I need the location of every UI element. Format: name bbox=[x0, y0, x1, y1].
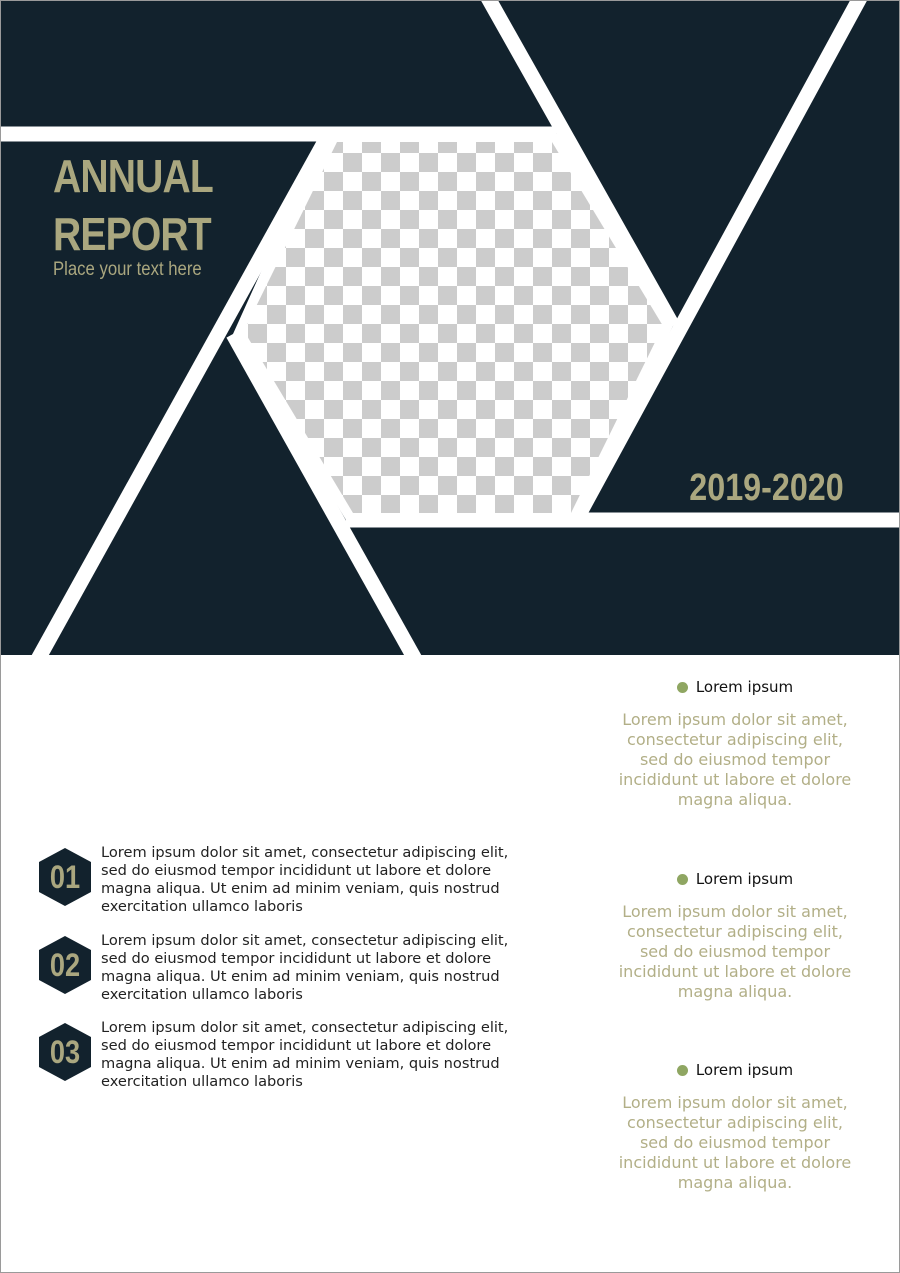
bullet-dot-icon bbox=[677, 874, 688, 885]
numbered-item bbox=[39, 932, 509, 1012]
item-text: Lorem ipsum dolor sit amet, consectetur adipiscing elit, sed do eiusmod tempor incididunt ut labore et dolore magna aliqua. Ut enim ad minim veniam, quis nostrud exercitation ullamco laboris bbox=[101, 932, 509, 1003]
side-heading: Lorem ipsum bbox=[695, 1061, 794, 1079]
numbered-item bbox=[39, 1019, 509, 1099]
cover-graphic bbox=[1, 1, 899, 655]
side-block bbox=[613, 678, 857, 810]
side-text: Lorem ipsum dolor sit amet, consectetur adipiscing elit, sed do eiusmod tempor incididunt ut labore et dolore magna aliqua. bbox=[618, 902, 852, 1001]
item-text: Lorem ipsum dolor sit amet, consectetur adipiscing elit, sed do eiusmod tempor incididunt ut labore et dolore magna aliqua. Ut enim ad minim veniam, quis nostrud exercitation ullamco laboris bbox=[101, 844, 509, 915]
side-text: Lorem ipsum dolor sit amet, consectetur adipiscing elit, sed do eiusmod tempor incididunt ut labore et dolore magna aliqua. bbox=[618, 710, 852, 809]
side-text: Lorem ipsum dolor sit amet, consectetur adipiscing elit, sed do eiusmod tempor incididunt ut labore et dolore magna aliqua. bbox=[618, 1093, 852, 1192]
hexagon-badge bbox=[39, 936, 91, 994]
hexagon-badge bbox=[39, 848, 91, 906]
numbered-item bbox=[39, 844, 509, 924]
hexagon-badge bbox=[39, 1023, 91, 1081]
item-text: Lorem ipsum dolor sit amet, consectetur adipiscing elit, sed do eiusmod tempor incididunt ut labore et dolore magna aliqua. Ut enim ad minim veniam, quis nostrud exercitation ullamco laboris bbox=[101, 1019, 509, 1090]
side-heading: Lorem ipsum bbox=[695, 870, 794, 888]
item-number: 01 bbox=[49, 858, 81, 895]
side-heading: Lorem ipsum bbox=[695, 678, 794, 696]
bullet-dot-icon bbox=[677, 682, 688, 693]
side-block bbox=[613, 1061, 857, 1193]
item-number: 03 bbox=[49, 1033, 81, 1070]
subtitle: Place your text here bbox=[53, 259, 202, 280]
title-annual: ANNUAL bbox=[53, 150, 213, 202]
item-number: 02 bbox=[49, 946, 81, 983]
title-report: REPORT bbox=[53, 208, 211, 260]
bullet-dot-icon bbox=[677, 1065, 688, 1076]
year-label: 2019-2020 bbox=[689, 467, 844, 509]
side-block bbox=[613, 870, 857, 1002]
